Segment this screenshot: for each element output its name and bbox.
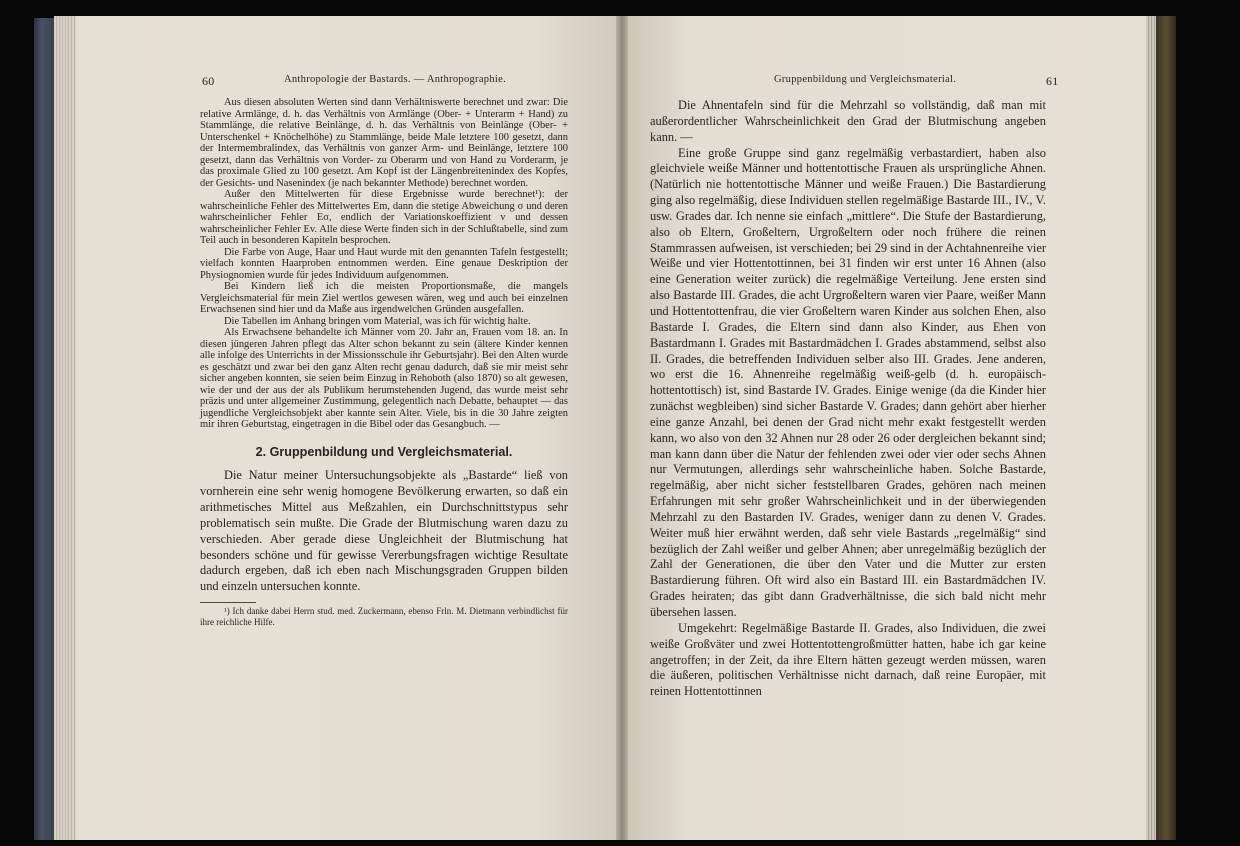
page-edges-right — [1146, 16, 1156, 840]
left-page — [76, 16, 616, 840]
left-page-body — [200, 97, 568, 627]
right-page — [628, 16, 1146, 840]
left-page-header — [76, 74, 616, 90]
left-paragraph: Aus diesen absoluten Werten sind dann Verhältniswerte berechnet und zwar: Die relative Armlänge, d. h. das Verhältnis von Armlänge (Ober- + Unterarm + Hand) zu Stammlänge, die relative Beinlänge, d. h. das Verhältnis von Beinlänge (Ober- + Unterschenkel + Knöchelhöhe) zu Stammlänge, beide Male letztere 100 gesetzt, dann der Intermembralindex, das Verhältnis von ganzer Arm- und Beinlänge, letztere 100 gesetzt, dann das Verhältnis von Vorder- zu Oberarm und von Hand zu Vorderarm, je das proximale Glied zu 100 gesetzt. Am Kopf ist der Längenbreitenindex des Kopfes, der Gesichts- und Nasenindex (je nach bekannter Methode) berechnet worden. — [200, 97, 568, 189]
right-paragraph: Eine große Gruppe sind ganz regelmäßig verbastardiert, haben also gleichviele weiße Männer und hottentottische Frauen als ursprüngliche Ahnen. (Natürlich nie hottentottische Männer und weiße Frauen.) Die Bastardierung ging also regelmäßig, diese Individuen stellen regelmäßige Bastarde III., IV., V. usw. Grades dar. Ich nenne sie einfach „mittlere“. Die Stufe der Bastardierung, also ob Eltern, Großeltern, Urgroßeltern oder noch frühere die reinen Stammrassen aufweisen, ist verschieden; bei 29 sind in der Achtahnenreihe vier Weiße und vier Hottentottinnen, bei 31 finden wir erst unter 16 Ahnen (also eine Generation weiter zurück) die regelmäßige Verteilung. Jene ersten sind also Bastarde III. Grades, die acht Urgroßeltern waren vier Paare, weißer Mann und Hottentottenfrau, die vier Großeltern waren Kinder aus solchen Ehen, also Bastarde I. Grades, die Eltern sind dann also Kinder, aus Ehen von Bastardmann I. Grades mit Bastardmädchen I. Grades abstammend, selbst also II. Grades, die betreffenden Individuen selber also III. Grades. Jene anderen, wo erst die 16. Ahnenreihe regelmäßig weiß-gelb (d. h. europäisch-hottentottisch) ist, sind Bastarde IV. Grades. Einige wenige (da die Kinder hier zunächst wegbleiben) sind sicher Bastarde V. Grades; dann gehört aber hierher eine ganze Anzahl, bei denen der Grad nicht mehr exakt festgestellt werden kann, wo also von den 32 Ahnen nur 28 oder 26 oder dergleichen bekannt sind; man kann dann über die Natur der fehlenden zwei oder vier oder sechs Ahnen nur Vermutungen, allerdings sehr wahrscheinliche haben. Solche Bastarde, regelmäßig, aber nicht sicher feststellbaren Grades, gehören nach meinen Erfahrungen mit sehr großer Wahrscheinlichkeit und in der überwiegenden Mehrzahl zu den Bastarden IV. Grades, weniger dann zu denen V. Grades. Weiter muß hier erwähnt werden, daß sehr viele Bastards „regelmäßig“ sind bezüglich der Zahl weißer und gelber Ahnen; aber unregelmäßig bezüglich der Zahl der Generationen, die über den Vater und die Mutter zur ersten Bastardierung führen. Oft wird also ein Bastard III. ein Bastardmädchen IV. Grades heiraten; das gibt dann Gradverhältnisse, die sich bald nicht mehr übersehen lassen. — [650, 145, 1046, 619]
book-spine-left — [34, 18, 54, 840]
right-page-number: 61 — [1046, 74, 1059, 88]
section-heading: 2. Gruppenbildung und Vergleichsmaterial. — [255, 444, 513, 459]
left-paragraph: Die Farbe von Auge, Haar und Haut wurde mit den genannten Tafeln festgestellt; vielfach konnten Haarproben entnommen werden. Eine genaue Deskription der Physiognomien wurde für jedes Individuum aufgenommen. — [200, 246, 568, 281]
left-running-head: Anthropologie der Bastards. — Anthropographie. — [284, 74, 507, 85]
left-paragraph: Als Erwachsene behandelte ich Männer vom 20. Jahr an, Frauen vom 18. an. In diesen jüngeren Jahren pflegt das Alter schon bekannt zu sein (ältere Kinder kennen alle infolge des Unterrichts in der Missionsschule ihr Geburtsjahr). Bei den Alten wurde es geschätzt und zwar bei den ganz Alten recht genau dadurch, daß sie mir meist sehr sicher angeben konnten, sie seien beim Einzug in Rehoboth (also 1870) so alt gewesen, wie der und der aus der als Publikum herumstehenden Jugend, das wurde meist sehr präzis und unter allgemeiner Zustimmung, gelegentlich nach Debatte, behauptet — das jugendliche Vergleichsobjekt aber kannte sein Alter. Viele, bis in die 30 Jahre zeigten mir ihren Geburtstag, eingetragen in die Bibel oder das Gesangbuch. — — [200, 327, 568, 430]
left-paragraph: Außer den Mittelwerten für diese Ergebnisse wurde berechnet¹): der wahrscheinliche Fehler des Mittelwertes Em, dann die stetige Abweichung σ und deren wahrscheinlicher Fehler Eσ, endlich der Variationskoeffizient v und dessen wahrscheinlicher Fehler Ev. Alle diese Werte finden sich in der Schlußtabelle, sind zum Teil auch in besonderen Kapiteln besprochen. — [200, 189, 568, 246]
right-page-header — [628, 74, 1146, 90]
book-gutter — [616, 16, 628, 840]
book-cover-right — [1156, 16, 1176, 840]
page-edges-left — [54, 16, 76, 840]
right-page-body — [650, 98, 1046, 700]
left-paragraph: Die Tabellen im Anhang bringen vom Material, was ich für wichtig halte. — [224, 315, 531, 327]
right-running-head: Gruppenbildung und Vergleichsmaterial. — [774, 74, 957, 85]
footnote-rule — [200, 602, 256, 603]
left-paragraph: Bei Kindern ließ ich die meisten Proportionsmaße, die mangels Vergleichsmaterial für mein Ziel wertlos gewesen wären, weg und auch bei einzelnen Erwachsenen sind hier und da Maße aus irgendwelchen Gründen ausgefallen. — [200, 281, 568, 315]
footnote: ¹) Ich danke dabei Herrn stud. med. Zuckermann, ebenso Frln. M. Dietmann verbindlichst für ihre reichliche Hilfe. — [200, 606, 568, 627]
right-paragraph: Die Ahnentafeln sind für die Mehrzahl so vollständig, daß man mit außerordentlicher Wahrscheinlichkeit den Grad der Blutmischung angeben kann. — — [650, 98, 1046, 144]
left-page-number: 60 — [202, 74, 215, 88]
right-paragraph: Umgekehrt: Regelmäßige Bastarde II. Grades, also Individuen, die zwei weiße Großväter und zwei Hottentottengroßmütter hatten, habe ich gar keine angetroffen; in der Zeit, da ihre Eltern hätten gezeugt werden müssen, waren die äußeren, politischen Verhältnisse nicht darnach, daß reine Europäer, mit reinen Hottentottinnen — [650, 620, 1046, 699]
section-paragraph: Die Natur meiner Untersuchungsobjekte als „Bastarde“ ließ von vornherein eine sehr wenig homogene Bevölkerung erwarten, so daß ein arithmetisches Mittel aus Meßzahlen, ein Durchschnittstypus sehr problematisch sein mußte. Die Grade der Blutmischung waren dazu zu verschieden. Aber gerade diese Ungleichheit der Blutmischung hat besonders schöne und für gewisse Vererbungsfragen wichtige Resultate dadurch ergeben, daß ich eben nach Mischungsgraden Gruppen bilden und einzeln untersuchen konnte. — [200, 468, 568, 594]
